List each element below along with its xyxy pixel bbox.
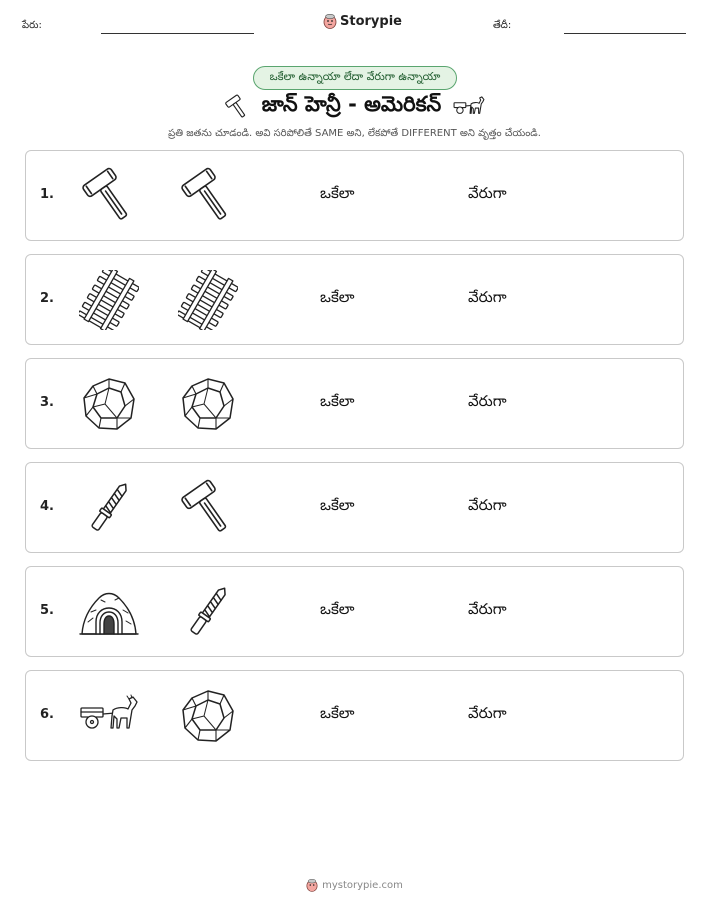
different-option[interactable]: వేరుగా xyxy=(468,704,507,722)
date-blank-line[interactable] xyxy=(564,33,686,34)
same-option[interactable]: ఒకేలా xyxy=(320,704,355,722)
different-option[interactable]: వేరుగా xyxy=(468,600,507,618)
title-row xyxy=(0,90,709,124)
date-label: తేదీ: xyxy=(493,20,512,31)
same-option[interactable]: ఒకేలా xyxy=(320,496,355,514)
horse-cart-icon xyxy=(79,686,139,746)
row-number: 3. xyxy=(40,395,54,410)
footer xyxy=(0,878,709,892)
question-row-4 xyxy=(25,462,684,553)
question-row-2 xyxy=(25,254,684,345)
question-row-1 xyxy=(25,150,684,241)
question-row-6 xyxy=(25,670,684,761)
storypie-logo xyxy=(323,13,402,29)
railroad-track-icon xyxy=(79,270,139,330)
different-option[interactable]: వేరుగా xyxy=(468,392,507,410)
brand-name: Storypie xyxy=(340,13,402,29)
tunnel-icon xyxy=(79,582,139,642)
horse-cart-icon xyxy=(453,91,485,123)
hammer-icon xyxy=(79,166,139,226)
different-option[interactable]: వేరుగా xyxy=(468,288,507,306)
same-option[interactable]: ఒకేలా xyxy=(320,392,355,410)
different-option[interactable]: వేరుగా xyxy=(468,184,507,202)
rock-icon xyxy=(79,374,139,434)
drill-spike-icon xyxy=(178,582,238,642)
row-number: 1. xyxy=(40,187,54,202)
row-number: 5. xyxy=(40,603,54,618)
same-option[interactable]: ఒకేలా xyxy=(320,184,355,202)
rock-icon xyxy=(178,686,238,746)
footer-url: mystorypie.com xyxy=(322,879,403,891)
row-number: 6. xyxy=(40,707,54,722)
storypie-mascot-icon xyxy=(306,878,318,892)
different-option[interactable]: వేరుగా xyxy=(468,496,507,514)
storypie-mascot-icon xyxy=(323,13,337,29)
name-label: పేరు: xyxy=(22,20,42,31)
instructions: ప్రతి జతను చూడండి. అవి సరిపోలితే SAME అని, లేకపోతే DIFFERENT అని వృత్తం చేయండి. xyxy=(168,128,541,139)
railroad-track-icon xyxy=(178,270,238,330)
hammer-icon xyxy=(178,478,238,538)
row-number: 2. xyxy=(40,291,54,306)
drill-spike-icon xyxy=(79,478,139,538)
same-option[interactable]: ఒకేలా xyxy=(320,288,355,306)
rock-icon xyxy=(178,374,238,434)
question-row-3 xyxy=(25,358,684,449)
hammer-icon xyxy=(178,166,238,226)
name-blank-line[interactable] xyxy=(101,33,254,34)
question-row-5 xyxy=(25,566,684,657)
worksheet-title: జాన్ హెన్రీ - అమెరికన్ xyxy=(261,92,442,116)
same-option[interactable]: ఒకేలా xyxy=(320,600,355,618)
worksheet-type-badge: ఒకేలా ఉన్నాయా లేదా వేరుగా ఉన్నాయా xyxy=(253,66,457,90)
row-number: 4. xyxy=(40,499,54,514)
hammer-icon xyxy=(224,94,250,120)
